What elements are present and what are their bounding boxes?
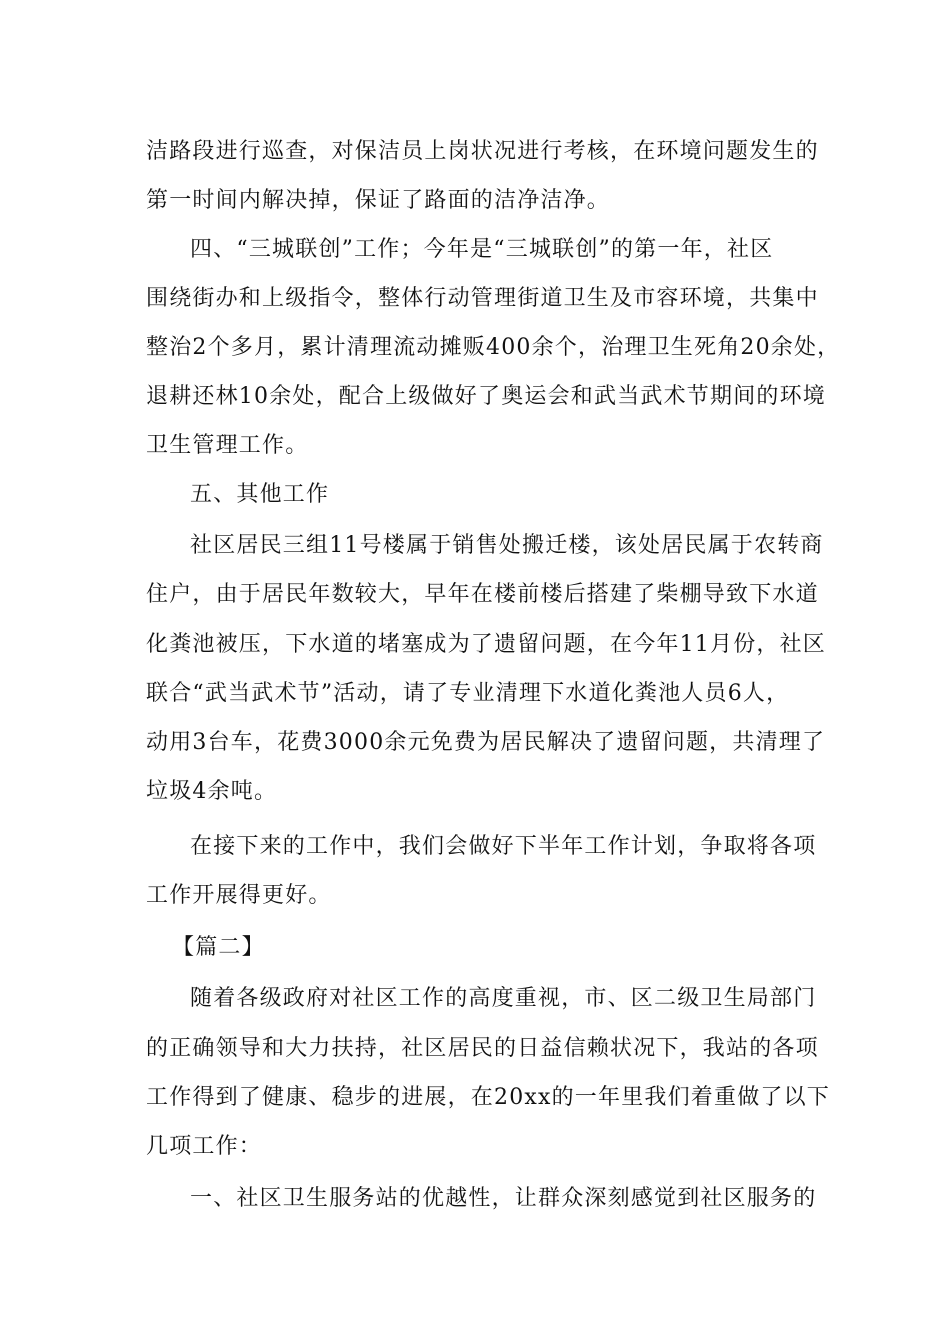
text-line: 工作得到了健康、稳步的进展，在20xx的一年里我们着重做了以下 bbox=[146, 1085, 831, 1110]
text-line: 社区居民三组11号楼属于销售处搬迁楼，该处居民属于农转商 bbox=[190, 533, 824, 558]
text-line: 化粪池被压，下水道的堵塞成为了遗留问题，在今年11月份，社区 bbox=[146, 632, 826, 657]
text-line: 工作开展得更好。 bbox=[146, 883, 332, 908]
text-line: 围绕街办和上级指令，整体行动管理街道卫生及市容环境，共集中 bbox=[146, 286, 819, 311]
text-line: 在接下来的工作中，我们会做好下半年工作计划，争取将各项 bbox=[190, 834, 817, 859]
section-heading: 【篇二】 bbox=[172, 935, 265, 960]
section-heading: 五、其他工作 bbox=[190, 482, 330, 507]
text-line: 几项工作： bbox=[146, 1134, 263, 1159]
text-line: 退耕还林10余处，配合上级做好了奥运会和武当武术节期间的环境 bbox=[146, 384, 826, 409]
text-line: 整治2个多月，累计清理流动摊贩400余个，治理卫生死角20余处， bbox=[146, 335, 841, 360]
text-line: 第一时间内解决掉，保证了路面的洁净洁净。 bbox=[146, 188, 611, 213]
text-line: 四、“三城联创”工作；今年是“三城联创”的第一年，社区 bbox=[190, 237, 774, 262]
text-line: 洁路段进行巡查，对保洁员上岗状况进行考核，在环境问题发生的 bbox=[146, 139, 819, 164]
text-line: 随着各级政府对社区工作的高度重视，市、区二级卫生局部门 bbox=[190, 986, 817, 1011]
text-line: 住户，由于居民年数较大，早年在楼前楼后搭建了柴棚导致下水道 bbox=[146, 582, 819, 607]
text-line: 动用3台车，花费3000余元免费为居民解决了遗留问题，共清理了 bbox=[146, 730, 826, 755]
text-line: 的正确领导和大力扶持，社区居民的日益信赖状况下，我站的各项 bbox=[146, 1036, 819, 1061]
text-line: 垃圾4余吨。 bbox=[146, 779, 278, 804]
text-line: 联合“武当武术节”活动，请了专业清理下水道化粪池人员6人， bbox=[146, 681, 790, 706]
text-line: 一、社区卫生服务站的优越性，让群众深刻感觉到社区服务的 bbox=[190, 1186, 817, 1211]
text-line: 卫生管理工作。 bbox=[146, 433, 309, 458]
